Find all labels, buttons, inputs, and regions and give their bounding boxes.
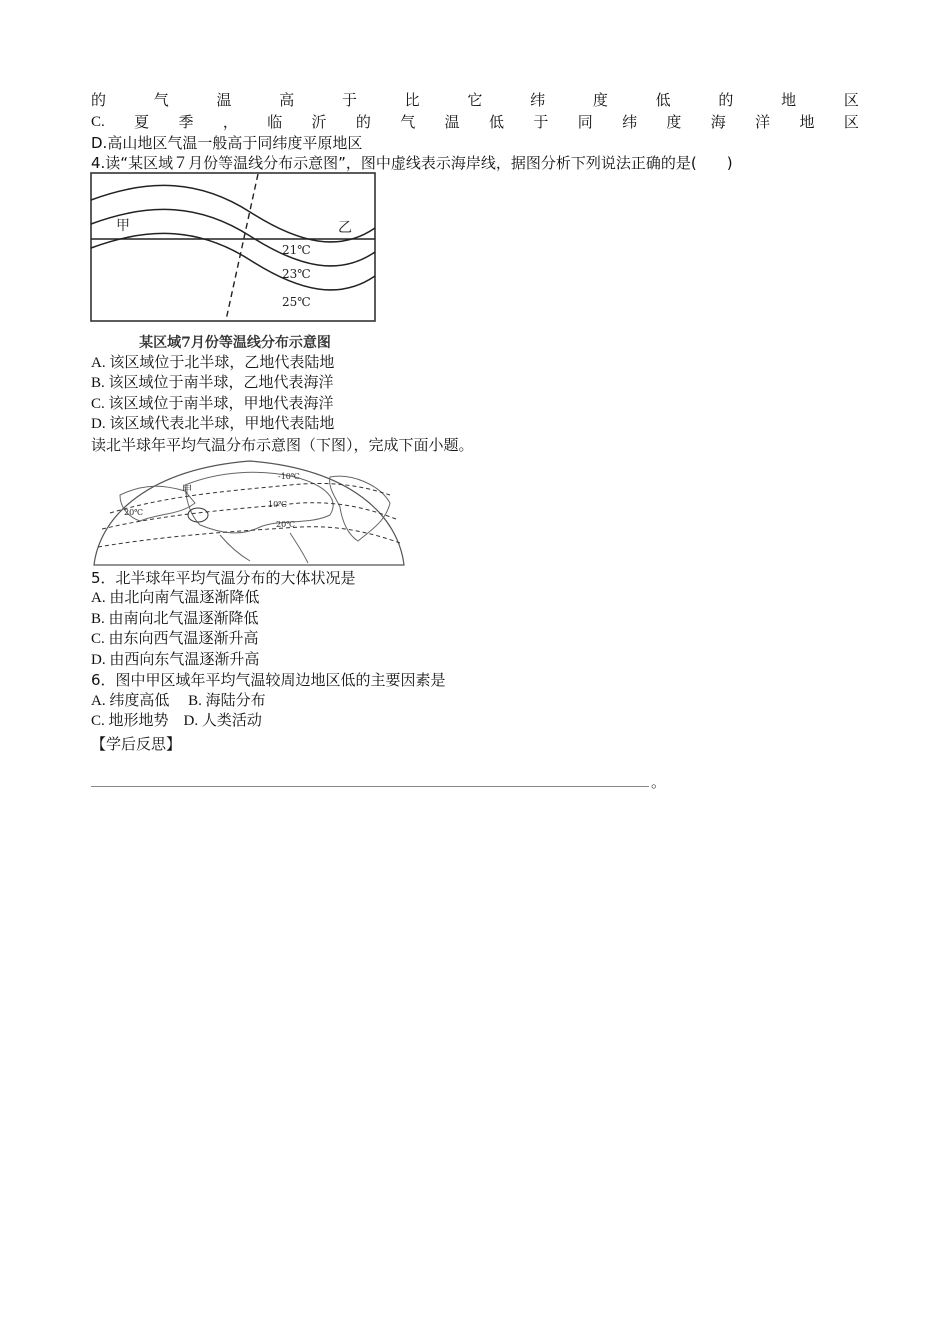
map-label-jia: 甲 [182,485,192,496]
map-label-minus-10c: -10℃ [278,472,300,481]
q4-option-b: B. 该区域位于南半球，乙地代表海洋 [91,375,334,391]
line2-char: ， [222,113,238,131]
line1-char: 它 [467,91,483,109]
line2-char: 夏 [134,113,150,131]
q5-option-c: C. 由东向西气温逐渐升高 [91,631,259,647]
line2-char: 季 [178,113,194,131]
line2-char: 的 [355,113,371,131]
line2-char: 气 [400,113,416,131]
line1-char: 高 [279,91,295,109]
q4-option-d: D. 该区域代表北半球，甲地代表陆地 [91,416,335,432]
line2-char: 地 [799,113,815,131]
intro-q5-q6: 读北半球年平均气温分布示意图（下图），完成下面小题。 [91,436,474,454]
label-21c: 21℃ [282,243,311,257]
answer-line [91,786,649,787]
q5-option-a: A. 由北向南气温逐渐降低 [91,590,260,606]
q6-options-ab: A. 纬度高低 B. 海陆分布 [91,693,266,709]
line1-char: 的 [91,91,107,109]
line2-char: 低 [488,113,504,131]
diagram-frame [91,173,375,321]
text-line-1 [91,90,859,110]
question-6: 6．图中甲区域年平均气温较周边地区低的主要因素是 [91,671,446,689]
line2-char: 温 [444,113,460,131]
label-23c: 23℃ [282,267,311,281]
question-4: 4.读“某区域７月份等温线分布示意图”，图中虚线表示海岸线，据图分析下列说法正确的是( ) [91,154,733,172]
reflection-heading: 【学后反思】 [91,735,182,753]
line2-char: 同 [577,113,593,131]
isotherm-diagram [90,172,378,324]
line2-char: 海 [710,113,726,131]
line1-char: 度 [592,91,608,109]
line2-char: 于 [533,113,549,131]
map-label-20c-east: 20℃ [276,520,296,529]
map-label-20c-west: 20℃ [124,508,144,517]
line2-char: 度 [666,113,682,131]
line1-char: 地 [781,91,797,109]
question-5: 5．北半球年平均气温分布的大体状况是 [91,569,356,587]
line2-char: 洋 [755,113,771,131]
line1-char: 气 [153,91,169,109]
q6-options-cd: C. 地形地势 D. 人类活动 [91,713,262,729]
q5-option-d: D. 由西向东气温逐渐升高 [91,652,260,668]
line2-char: 临 [267,113,283,131]
line2-char: 纬 [622,113,638,131]
label-yi: 乙 [338,220,352,236]
q4-option-a: A. 该区域位于北半球，乙地代表陆地 [91,355,335,371]
line2-prefix: C. [91,114,105,130]
label-jia: 甲 [116,218,130,234]
line1-char: 纬 [530,91,546,109]
label-25c: 25℃ [282,295,311,309]
map-label-10c: 10℃ [268,500,288,509]
nh-temperature-map [90,455,408,567]
line1-char: 区 [843,91,859,109]
line2-char: 沂 [311,113,327,131]
line1-char: 比 [404,91,420,109]
diagram-caption: 某区域7月份等温线分布示意图 [139,335,331,351]
text-line-2 [91,112,859,132]
line1-char: 于 [341,91,357,109]
q5-option-b: B. 由南向北气温逐渐降低 [91,611,259,627]
line2-char: 区 [843,113,859,131]
end-mark: 。 [651,773,667,791]
line1-char: 温 [216,91,232,109]
line1-char: 的 [718,91,734,109]
line1-char: 低 [655,91,671,109]
text-line-3: D.高山地区气温一般高于同纬度平原地区 [91,134,363,152]
q4-option-c: C. 该区域位于南半球，甲地代表海洋 [91,396,334,412]
